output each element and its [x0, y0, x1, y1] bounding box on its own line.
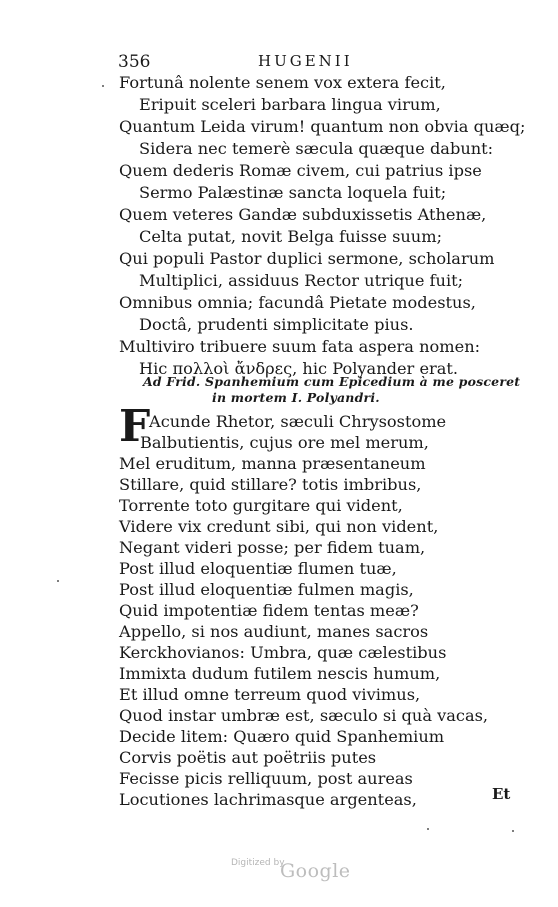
- poem2-line: Mel eruditum, manna præsentaneum: [119, 454, 426, 473]
- catchword: Et: [492, 785, 511, 803]
- poem2-line: Kerckhovianos: Umbra, quæ cælestibus: [119, 643, 447, 662]
- section-title-line: in mortem I. Polyandri.: [212, 390, 380, 405]
- poem2-line: Torrente toto gurgitare qui vident,: [119, 496, 403, 515]
- poem2-line: Acunde Rhetor, sæculi Chrysostome: [149, 412, 447, 431]
- poem1-line: Omnibus omnia; facundâ Pietate modestus,: [119, 293, 476, 312]
- page-number: 356: [118, 52, 151, 72]
- poem2-line: Appello, si nos audiunt, manes sacros: [119, 622, 429, 641]
- poem1-line: Sermo Palæstinæ sancta loquela fuit;: [139, 183, 447, 202]
- poem1-line: Quantum Leida virum! quantum non obvia quæq;: [119, 117, 526, 136]
- poem1-line: Doctâ, prudenti simplicitate pius.: [139, 315, 414, 334]
- watermark-prefix: Digitized by: [231, 858, 285, 868]
- drop-cap: F: [119, 401, 151, 452]
- poem1-line: Sidera nec temerè sæcula quæque dabunt:: [139, 139, 494, 158]
- poem2-line: Fecisse picis relliquum, post aureas: [119, 769, 413, 788]
- page-header: [118, 52, 458, 72]
- poem1-line: Multiviro tribuere suum fata aspera nomen:: [119, 337, 481, 356]
- poem2-line: Videre vix credunt sibi, qui non vident,: [119, 517, 439, 536]
- poem1-line: Hic πολλοὶ ἄνδρες, hic Polyander erat.: [139, 359, 459, 378]
- poem2-line: Post illud eloquentiæ fulmen magis,: [119, 580, 414, 599]
- ink-speck: [512, 830, 514, 832]
- poem2-line: Balbutientis, cujus ore mel merum,: [140, 433, 429, 452]
- poem2-line: Corvis poëtis aut poëtriis putes: [119, 748, 377, 767]
- poem1-line: Qui populi Pastor duplici sermone, scholarum: [119, 249, 495, 268]
- poem1-line: Quem veteres Gandæ subduxissetis Athenæ,: [119, 205, 487, 224]
- poem1-line: Eripuit sceleri barbara lingua virum,: [139, 95, 441, 114]
- poem2-line: Negant videri posse; per fidem tuam,: [119, 538, 426, 557]
- section-title-line: Ad Frid. Spanhemium cum Epicedium à me posceret: [143, 374, 521, 389]
- ink-speck: [57, 580, 59, 582]
- poem1-line: Celta putat, novit Belga fuisse suum;: [139, 227, 443, 246]
- poem1-line: Fortunâ nolente senem vox extera fecit,: [119, 73, 446, 92]
- poem2-line: Post illud eloquentiæ flumen tuæ,: [119, 559, 397, 578]
- poem2-line: Et illud omne terreum quod vivimus,: [119, 685, 421, 704]
- poem2-line: Immixta dudum futilem nescis humum,: [119, 664, 441, 683]
- running-head: HUGENII: [258, 52, 353, 70]
- ink-speck: [427, 828, 429, 830]
- ink-speck: [102, 85, 104, 87]
- poem2-line: Quid impotentiæ fidem tentas meæ?: [119, 601, 419, 620]
- poem2-line: Stillare, quid stillare? totis imbribus,: [119, 475, 422, 494]
- poem2-line: Decide litem: Quæro quid Spanhemium: [119, 727, 445, 746]
- google-logo: Google: [280, 860, 351, 882]
- poem1-line: Quem dederis Romæ civem, cui patrius ipse: [119, 161, 482, 180]
- poem1-line: Multiplici, assiduus Rector utrique fuit;: [139, 271, 464, 290]
- poem2-line: Quod instar umbræ est, sæculo si quà vacas,: [119, 706, 489, 725]
- poem2-line: Locutiones lachrimasque argenteas,: [119, 790, 417, 809]
